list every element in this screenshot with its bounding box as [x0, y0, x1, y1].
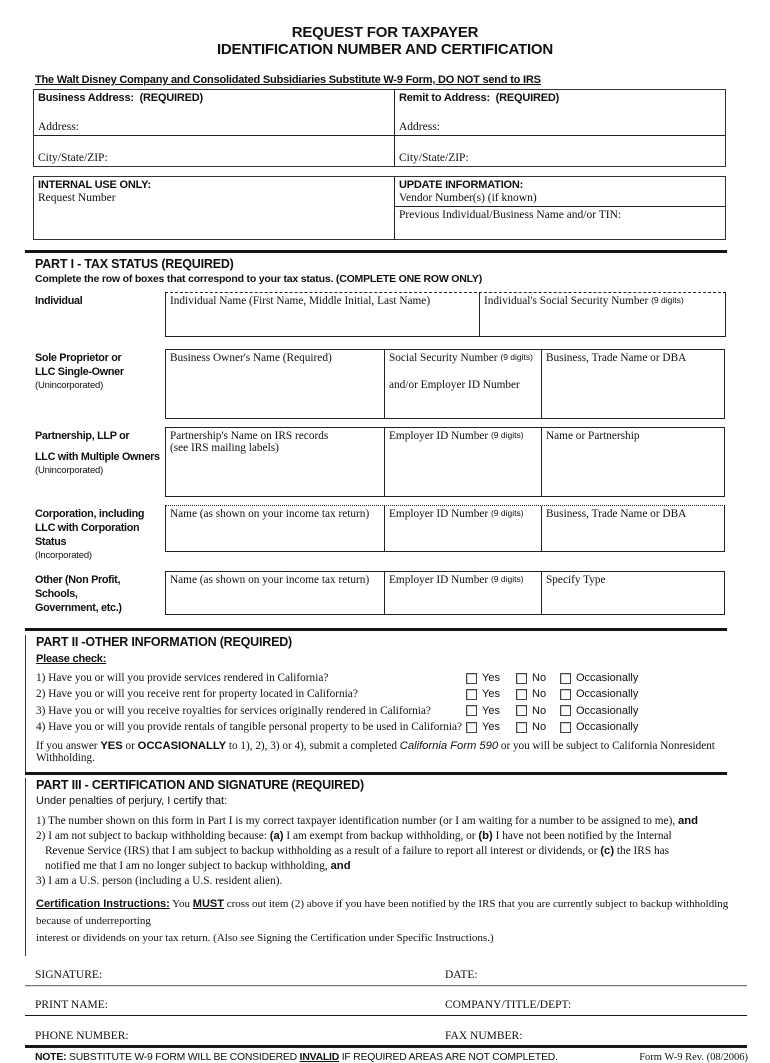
q1-yes-label: Yes [482, 672, 500, 685]
q1-occasionally-checkbox[interactable] [560, 673, 571, 684]
part3-intro: Under penalties of perjury, I certify that: [36, 795, 228, 808]
address-table [33, 89, 726, 167]
other-specify-type-field[interactable]: Specify Type [546, 574, 606, 586]
q4-yes-checkbox[interactable] [466, 722, 477, 733]
remit-address-field[interactable] [395, 90, 725, 136]
part2-heading: PART II -OTHER INFORMATION (REQUIRED) [36, 635, 293, 649]
q2-occasionally-checkbox[interactable] [560, 689, 571, 700]
certification-instructions-line2: interest or dividends on your tax return. (Also see Signing the Certification under Specific Instructions.) [36, 932, 494, 945]
part2-section [25, 635, 750, 772]
q2-yes-label: Yes [482, 688, 500, 701]
q1-occasionally-label: Occasionally [576, 672, 639, 685]
corporation-row-table [165, 505, 725, 552]
sole-proprietor-row-label: Sole Proprietor or LLC Single-Owner (Unincorporated) [35, 352, 124, 391]
signature-label: SIGNATURE: [35, 969, 103, 982]
fax-number-input[interactable] [522, 1030, 747, 1042]
certification-item-3: 3) I am a U.S. person (including a U.S. resident alien). [36, 875, 283, 888]
corporation-dba-field[interactable]: Business, Trade Name or DBA [546, 508, 687, 520]
individual-ssn-field[interactable]: Individual's Social Security Number (9 digits) [484, 295, 684, 307]
q4-occasionally-checkbox[interactable] [560, 722, 571, 733]
q2-yes-option [466, 688, 516, 700]
q2-no-checkbox[interactable] [516, 689, 527, 700]
request-number-field[interactable] [34, 177, 395, 239]
certification-item-2-line2: Revenue Service (IRS) that I am subject to backup withholding as a result of a failure to report all interest or dividends, or (c) the IRS has [45, 845, 670, 858]
question-row-2 [36, 686, 750, 702]
update-information-header: UPDATE INFORMATION: [399, 179, 524, 191]
certification-item-1: 1) The number shown on this form in Part I is my correct taxpayer identification number (or I am waiting for a number to be assigned to me), and [36, 815, 699, 828]
california-questions [36, 670, 750, 735]
q3-yes-checkbox[interactable] [466, 705, 477, 716]
other-name-field[interactable]: Name (as shown on your income tax return) [166, 572, 385, 614]
q2-no-label: No [532, 688, 547, 701]
certification-item-2-line3: notified me that I am no longer subject to backup withholding, and [45, 860, 351, 873]
section-divider [25, 628, 727, 631]
partnership-dba-field[interactable]: Name or Partnership [546, 430, 640, 442]
q1-occasionally-option [560, 672, 638, 684]
corporation-name-field[interactable]: Name (as shown on your income tax return) [166, 506, 385, 551]
q2-yes-checkbox[interactable] [466, 689, 477, 700]
q3-no-checkbox[interactable] [516, 705, 527, 716]
q2-occasionally-option [560, 688, 638, 700]
q3-yes-label: Yes [482, 704, 500, 717]
sole-proprietor-dba-field[interactable]: Business, Trade Name or DBA [546, 352, 687, 364]
please-check-label: Please check: [36, 653, 107, 665]
nine-digits-note: (9 digits) [490, 430, 524, 440]
remit-address-label: Address: [399, 121, 440, 133]
footer-note-row [25, 1052, 748, 1063]
q3-occasionally-option [560, 705, 638, 717]
phone-number-input[interactable] [129, 1030, 445, 1042]
q4-yes-option [466, 721, 516, 733]
form-title-line2: IDENTIFICATION NUMBER AND CERTIFICATION [216, 41, 554, 58]
partnership-ein-field[interactable]: Employer ID Number (9 digits) [385, 428, 542, 496]
q2-occasionally-label: Occasionally [576, 688, 639, 701]
section-divider [25, 250, 727, 253]
previous-name-field[interactable] [395, 207, 725, 239]
business-address-label: Address: [38, 121, 79, 133]
corporation-row-label: Corporation, including LLC with Corporation Status (Incorporated) [35, 508, 145, 561]
part1-heading: PART I - TAX STATUS (REQUIRED) [35, 257, 234, 271]
q3-no-option [516, 705, 560, 717]
certification-instructions [36, 896, 764, 956]
date-label: DATE: [445, 969, 478, 982]
q3-occasionally-label: Occasionally [576, 704, 639, 717]
part3-heading: PART III - CERTIFICATION AND SIGNATURE (REQUIRED) [36, 778, 364, 793]
individual-row-table [165, 292, 726, 337]
individual-name-field[interactable]: Individual Name (First Name, Middle Initial, Last Name) [166, 293, 480, 336]
phone-number-label: PHONE NUMBER: [35, 1030, 129, 1043]
remit-address-header: Remit to Address: (REQUIRED) [399, 92, 560, 104]
company-title-dept-label: COMPANY/TITLE/DEPT: [445, 999, 572, 1012]
tax-row-other [35, 571, 770, 615]
individual-row-label: Individual [35, 295, 83, 307]
question-4-text: 4) Have you or will you provide rentals of tangible personal property to be used in California? [36, 721, 463, 734]
partnership-name-field[interactable]: Partnership's Name on IRS records (see IRS mailing labels) [166, 428, 385, 496]
fax-number-label: FAX NUMBER: [445, 1030, 523, 1043]
update-information-section [395, 177, 725, 239]
q4-yes-label: Yes [482, 721, 500, 734]
signature-date-row [25, 967, 747, 986]
certification-instructions-line1: Certification Instructions: You MUST cross out item (2) above if you have been notified by the IRS that you are currently subject to backup withholding because of underreporting [36, 898, 729, 928]
remit-city-field[interactable] [395, 136, 725, 166]
question-row-4 [36, 719, 750, 735]
q4-no-checkbox[interactable] [516, 722, 527, 733]
tax-row-partnership [35, 427, 770, 497]
remit-city-label: City/State/ZIP: [399, 152, 469, 164]
question-2-text: 2) Have you or will you receive rent for property located in California? [36, 688, 358, 701]
business-city-label: City/State/ZIP: [38, 152, 108, 164]
question-row-1 [36, 670, 750, 686]
company-title-dept-input[interactable] [571, 999, 747, 1011]
certification-items [36, 814, 750, 889]
q4-occasionally-option [560, 721, 638, 733]
phone-fax-row [25, 1028, 747, 1048]
nine-digits-note: (9 digits) [651, 295, 684, 305]
invalid-note: NOTE: SUBSTITUTE W-9 FORM WILL BE CONSIDERED INVALID IF REQUIRED AREAS ARE NOT COMPLETED. [35, 1052, 558, 1063]
other-ein-field[interactable]: Employer ID Number (9 digits) [385, 572, 542, 614]
nine-digits-note: (9 digits) [500, 352, 533, 362]
q3-no-label: No [532, 704, 547, 717]
q3-yes-option [466, 705, 516, 717]
partnership-row-label: Partnership, LLP or LLC with Multiple Owners (Unincorporated) [35, 430, 160, 476]
signature-input[interactable] [102, 969, 445, 981]
part2-footnote: If you answer YES or OCCASIONALLY to 1), 2), 3) or 4), submit a completed California Form 590 or you will be subject to California Nonresident Withholding. [36, 740, 715, 765]
sole-proprietor-row-table [165, 349, 725, 419]
internal-use-header: INTERNAL USE ONLY: [38, 179, 151, 191]
part1-instruction: Complete the row of boxes that correspond to your tax status. (COMPLETE ONE ROW ONLY) [35, 273, 482, 285]
q1-no-checkbox[interactable] [516, 673, 527, 684]
previous-name-label: Previous Individual/Business Name and/or TIN: [399, 209, 622, 221]
q3-occasionally-checkbox[interactable] [560, 705, 571, 716]
corporation-ein-field[interactable]: Employer ID Number (9 digits) [385, 506, 542, 551]
question-1-text: 1) Have you or will you provide services rendered in California? [36, 672, 329, 685]
print-name-label: PRINT NAME: [35, 999, 108, 1012]
other-row-table [165, 571, 725, 615]
q4-no-label: No [532, 721, 547, 734]
vendor-number-label: Vendor Number(s) (if known) [399, 192, 537, 204]
printname-company-row [25, 997, 747, 1016]
tax-row-individual [35, 292, 770, 337]
form-title [0, 24, 770, 58]
internal-use-table [33, 176, 726, 240]
business-address-header: Business Address: (REQUIRED) [38, 92, 203, 104]
q1-no-option [516, 672, 560, 684]
form-revision-label: Form W-9 Rev. (08/2006) [639, 1052, 748, 1063]
q1-no-label: No [532, 672, 547, 685]
q4-no-option [516, 721, 560, 733]
signature-area [25, 967, 747, 1048]
form-title-line1: REQUEST FOR TAXPAYER [291, 24, 479, 41]
date-input[interactable] [478, 969, 747, 981]
business-owner-name-field[interactable]: Business Owner's Name (Required) [166, 350, 385, 418]
partnership-row-table [165, 427, 725, 497]
part3-section [25, 778, 750, 956]
q1-yes-option [466, 672, 516, 684]
section-divider [25, 772, 727, 775]
q2-no-option [516, 688, 560, 700]
tax-row-sole-proprietor [35, 349, 770, 419]
form-subtitle: The Walt Disney Company and Consolidated Subsidiaries Substitute W-9 Form, DO NOT send to IRS [35, 74, 541, 86]
sole-proprietor-ssn-field[interactable]: Social Security Number (9 digits) and/or Employer ID Number [385, 350, 542, 418]
nine-digits-note: (9 digits) [490, 508, 524, 518]
certification-item-2-line1: 2) I am not subject to backup withholding because: (a) I am exempt from backup withholding, or (b) I have not been notified by the Internal [36, 830, 672, 843]
vendor-number-field[interactable] [395, 177, 725, 207]
q4-occasionally-label: Occasionally [576, 721, 639, 734]
other-row-label: Other (Non Profit, Schools, Government, etc.) [35, 574, 122, 614]
nine-digits-note: (9 digits) [490, 574, 524, 584]
question-3-text: 3) Have you or will you receive royalties for services originally rendered in California? [36, 704, 431, 717]
business-city-field[interactable] [34, 136, 395, 166]
print-name-input[interactable] [108, 999, 445, 1011]
q1-yes-checkbox[interactable] [466, 673, 477, 684]
request-number-label: Request Number [38, 192, 116, 204]
question-row-3 [36, 703, 750, 719]
tax-row-corporation [35, 505, 770, 563]
business-address-field[interactable] [34, 90, 395, 136]
